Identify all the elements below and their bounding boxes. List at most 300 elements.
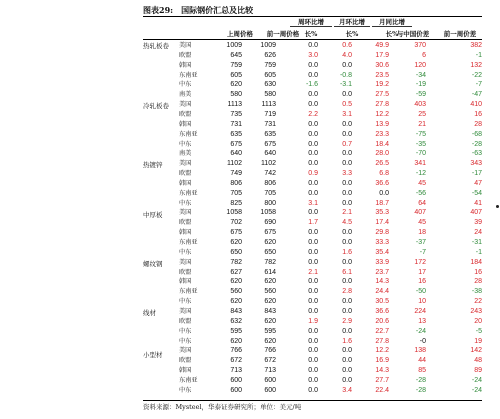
region-cell: 欧盟 <box>179 357 192 365</box>
value-cell-c2: 635 <box>264 130 276 138</box>
value-cell-c1: 620 <box>230 298 242 306</box>
value-cell-c4: 0.0 <box>342 179 352 187</box>
value-cell-c4: 0.0 <box>342 199 352 207</box>
value-cell-c2: 620 <box>264 298 276 306</box>
value-cell-c6: -28 <box>415 386 426 394</box>
value-cell-c7: 39 <box>474 219 482 227</box>
value-cell-c7: 382 <box>470 42 482 49</box>
value-cell-c5: 35.4 <box>375 248 389 256</box>
value-cell-c4: 3.4 <box>342 386 352 394</box>
bottom-rule <box>143 400 482 401</box>
region-cell: 欧盟 <box>179 110 192 118</box>
value-cell-c1: 600 <box>230 376 242 384</box>
value-cell-c5: 13.9 <box>375 120 389 128</box>
value-cell-c3: -1.6 <box>305 81 318 89</box>
table-title <box>143 5 253 16</box>
value-cell-c5: 12.2 <box>375 347 389 355</box>
header-mom-sub: 长% <box>345 30 359 38</box>
value-cell-c3: 0.0 <box>308 278 318 286</box>
region-cell: 美国 <box>179 347 192 355</box>
value-cell-c5: 6.8 <box>379 170 389 178</box>
value-cell-c5: 33.3 <box>375 239 389 246</box>
value-cell-c5: 26.5 <box>375 160 389 168</box>
value-cell-c7: 407 <box>470 209 482 217</box>
value-cell-c1: 713 <box>230 367 242 375</box>
value-cell-c4: 0.0 <box>342 307 352 315</box>
value-cell-c1: 605 <box>230 71 242 79</box>
value-cell-c3: 0.0 <box>308 307 318 315</box>
value-cell-c3: 0.0 <box>308 91 318 99</box>
value-cell-c4: 2.1 <box>342 209 352 217</box>
value-cell-c5: 0.0 <box>379 189 389 197</box>
value-cell-c6: -75 <box>415 130 426 138</box>
value-cell-c4: 0.0 <box>342 61 352 69</box>
value-cell-c1: 782 <box>230 258 242 266</box>
region-cell: 欧盟 <box>179 268 192 276</box>
category-rebar: 螺纹钢 <box>143 260 163 268</box>
value-cell-c2: 759 <box>264 61 276 69</box>
value-cell-c2: 742 <box>264 170 276 178</box>
value-cell-c5: 27.5 <box>375 91 389 99</box>
value-cell-c1: 702 <box>230 219 242 227</box>
value-cell-c5: 27.8 <box>375 337 389 345</box>
value-cell-c2: 672 <box>264 357 276 365</box>
value-cell-c6: -19 <box>415 81 426 89</box>
value-cell-c3: 0.0 <box>308 120 318 128</box>
value-cell-c1: 620 <box>230 278 242 286</box>
value-cell-c2: 595 <box>264 327 276 335</box>
value-cell-c2: 560 <box>264 288 276 296</box>
value-cell-c5: 30.5 <box>375 298 389 306</box>
top-rule <box>143 16 482 17</box>
value-cell-c4: -0.8 <box>339 71 352 79</box>
value-cell-c2: 1113 <box>261 101 276 109</box>
region-cell: 中东 <box>179 81 192 89</box>
value-cell-c6: -0 <box>419 337 426 345</box>
value-cell-c3: 2.1 <box>308 268 318 276</box>
value-cell-c3: 3.1 <box>308 199 318 207</box>
value-cell-c5: 19.2 <box>375 81 389 89</box>
value-cell-c3: 0.0 <box>308 367 318 375</box>
value-cell-c3: 0.0 <box>308 229 318 237</box>
value-cell-c2: 1009 <box>260 42 276 49</box>
value-cell-c2: 719 <box>264 110 276 118</box>
value-cell-c4: 0.0 <box>342 91 352 99</box>
value-cell-c2: 650 <box>264 248 276 256</box>
value-cell-c6: 44 <box>418 357 426 365</box>
value-cell-c5: 16.9 <box>375 357 389 365</box>
value-cell-c2: 731 <box>264 120 276 128</box>
value-cell-c2: 580 <box>264 91 276 99</box>
value-cell-c4: 0.0 <box>342 278 352 286</box>
value-cell-c2: 705 <box>264 189 276 197</box>
value-cell-c5: 14.3 <box>375 367 389 375</box>
value-cell-c6: 224 <box>414 307 426 315</box>
value-cell-c2: 1058 <box>260 209 276 217</box>
value-cell-c7: -38 <box>471 288 482 296</box>
value-cell-c7: -1 <box>475 248 482 256</box>
region-cell: 中东 <box>179 386 192 394</box>
value-cell-c1: 595 <box>230 327 242 335</box>
region-cell: 中东 <box>179 199 192 207</box>
value-cell-c6: 120 <box>414 61 426 69</box>
value-cell-c2: 675 <box>264 140 276 148</box>
value-cell-c4: 2.9 <box>342 317 352 325</box>
header-yoy: 月同比增 <box>372 18 412 27</box>
value-cell-c7: 19 <box>474 337 482 345</box>
value-cell-c5: 20.6 <box>375 317 389 325</box>
value-cell-c6: 45 <box>418 179 426 187</box>
value-cell-c7: 16 <box>474 268 482 276</box>
value-cell-c7: 47 <box>474 179 482 187</box>
category-galvanized: 热镀锌 <box>143 161 163 169</box>
value-cell-c3: 2.2 <box>308 110 318 118</box>
value-cell-c4: 0.0 <box>342 229 352 237</box>
value-cell-c5: 24.4 <box>375 288 389 296</box>
value-cell-c1: 672 <box>230 357 242 365</box>
value-cell-c2: 782 <box>264 258 276 266</box>
value-cell-c7: -28 <box>471 140 482 148</box>
value-cell-c1: 600 <box>230 386 242 394</box>
value-cell-c2: 630 <box>264 81 276 89</box>
value-cell-c6: 21 <box>418 120 426 128</box>
value-cell-c6: 403 <box>414 101 426 109</box>
value-cell-c2: 800 <box>264 199 276 207</box>
value-cell-c7: 24 <box>474 229 482 237</box>
value-cell-c5: 23.7 <box>375 268 389 276</box>
value-cell-c6: -7 <box>419 248 426 256</box>
region-cell: 中东 <box>179 248 192 256</box>
value-cell-c4: -3.1 <box>339 81 352 89</box>
value-cell-c7: -1 <box>475 51 482 59</box>
value-cell-c2: 605 <box>264 71 276 79</box>
value-cell-c1: 1102 <box>226 160 242 168</box>
value-cell-c6: -28 <box>415 376 426 384</box>
value-cell-c2: 600 <box>264 376 276 384</box>
value-cell-c1: 749 <box>230 170 242 178</box>
value-cell-c3: 0.0 <box>308 327 318 335</box>
region-cell: 美国 <box>179 307 192 315</box>
value-cell-c5: 30.6 <box>375 61 389 69</box>
value-cell-c6: -59 <box>415 91 426 99</box>
value-cell-c4: 0.0 <box>342 367 352 375</box>
value-cell-c7: -54 <box>471 189 482 197</box>
region-cell: 韩国 <box>179 278 192 286</box>
value-cell-c2: 626 <box>264 51 276 59</box>
value-cell-c2: 843 <box>264 307 276 315</box>
value-cell-c1: 675 <box>230 229 242 237</box>
value-cell-c3: 0.0 <box>308 71 318 79</box>
value-cell-c5: 22.7 <box>375 327 389 335</box>
value-cell-c4: 0.0 <box>342 376 352 384</box>
region-cell: 韩国 <box>179 367 192 375</box>
value-cell-c6: -24 <box>415 327 426 335</box>
value-cell-c7: -24 <box>471 386 482 394</box>
value-cell-c2: 620 <box>264 239 276 246</box>
value-cell-c6: 407 <box>414 209 426 217</box>
region-cell: 韩国 <box>179 229 192 237</box>
value-cell-c5: 29.8 <box>375 229 389 237</box>
value-cell-c7: 184 <box>470 258 482 266</box>
region-cell: 中东 <box>179 140 192 148</box>
value-cell-c6: -37 <box>415 239 426 246</box>
value-cell-c5: 33.9 <box>375 258 389 266</box>
bullet-dot <box>496 205 499 208</box>
value-cell-c1: 735 <box>230 110 242 118</box>
header-wow-sub: 长% <box>304 30 318 38</box>
value-cell-c4: 0.7 <box>342 140 352 148</box>
value-cell-c4: 0.6 <box>342 42 352 49</box>
region-cell: 欧盟 <box>179 170 192 178</box>
value-cell-c4: 4.0 <box>342 51 352 59</box>
value-cell-c5: 17.4 <box>375 219 389 227</box>
value-cell-c1: 627 <box>230 268 242 276</box>
value-cell-c6: -70 <box>415 150 426 158</box>
category-cold-rolled: 冷轧板卷 <box>143 102 169 110</box>
category-section: 小型材 <box>143 351 163 359</box>
value-cell-c2: 614 <box>264 268 276 276</box>
value-cell-c1: 1058 <box>226 209 242 217</box>
value-cell-c5: 22.4 <box>375 386 389 394</box>
value-cell-c7: -24 <box>471 376 482 384</box>
value-cell-c2: 690 <box>264 219 276 227</box>
figure-title: 国际钢价汇总及比较 <box>181 5 254 15</box>
value-cell-c4: 0.0 <box>342 357 352 365</box>
value-cell-c6: -56 <box>415 189 426 197</box>
value-cell-c5: 35.3 <box>375 209 389 217</box>
value-cell-c1: 635 <box>230 130 242 138</box>
value-cell-c3: 3.0 <box>308 51 318 59</box>
value-cell-c4: 0.0 <box>342 130 352 138</box>
value-cell-c7: 20 <box>474 317 482 325</box>
value-cell-c5: 49.9 <box>375 42 389 49</box>
value-cell-c6: -50 <box>415 288 426 296</box>
value-cell-c6: 370 <box>414 42 426 49</box>
value-cell-c7: -5 <box>475 327 482 335</box>
value-cell-c7: 132 <box>470 61 482 69</box>
value-cell-c3: 0.0 <box>308 258 318 266</box>
value-cell-c3: 0.0 <box>308 179 318 187</box>
value-cell-c4: 0.0 <box>342 258 352 266</box>
header-prev-week: 前一周价格 <box>266 30 300 38</box>
value-cell-c6: 10 <box>418 298 426 306</box>
value-cell-c3: 1.9 <box>308 317 318 325</box>
value-cell-c2: 1102 <box>260 160 276 168</box>
value-cell-c6: 172 <box>414 258 426 266</box>
value-cell-c3: 0.0 <box>308 288 318 296</box>
value-cell-c2: 713 <box>264 367 276 375</box>
value-cell-c3: 0.9 <box>308 170 318 178</box>
region-cell: 韩国 <box>179 179 192 187</box>
value-cell-c5: 23.3 <box>375 130 389 138</box>
value-cell-c6: 17 <box>418 268 426 276</box>
value-cell-c7: -31 <box>471 239 482 246</box>
region-cell: 欧盟 <box>179 51 192 59</box>
region-cell: 欧盟 <box>179 317 192 325</box>
value-cell-c5: 18.7 <box>375 199 389 207</box>
value-cell-c3: 0.0 <box>308 189 318 197</box>
value-cell-c7: -68 <box>471 130 482 138</box>
value-cell-c4: 3.3 <box>342 170 352 178</box>
value-cell-c5: 12.2 <box>375 110 389 118</box>
value-cell-c2: 620 <box>264 317 276 325</box>
value-cell-c3: 0.0 <box>308 337 318 345</box>
region-cell: 东南亚 <box>179 130 198 138</box>
value-cell-c5: 17.9 <box>375 51 389 59</box>
value-cell-c3: 0.0 <box>308 209 318 217</box>
region-cell: 东南亚 <box>179 288 198 296</box>
value-cell-c1: 560 <box>230 288 242 296</box>
value-cell-c4: 0.5 <box>342 101 352 109</box>
region-cell: 南美 <box>179 150 192 158</box>
value-cell-c1: 806 <box>230 179 242 187</box>
value-cell-c7: -63 <box>471 150 482 158</box>
value-cell-c7: -7 <box>475 81 482 89</box>
value-cell-c3: 0.0 <box>308 376 318 384</box>
region-cell: 美国 <box>179 160 192 168</box>
region-cell: 中东 <box>179 298 192 306</box>
value-cell-c4: 0.0 <box>342 160 352 168</box>
figure-number: 图表29: <box>143 5 174 15</box>
value-cell-c5: 18.4 <box>375 140 389 148</box>
value-cell-c4: 1.6 <box>342 337 352 345</box>
value-cell-c4: 0.0 <box>342 239 352 246</box>
region-cell: 韩国 <box>179 120 192 128</box>
value-cell-c1: 1009 <box>226 42 242 49</box>
value-cell-c6: -35 <box>415 140 426 148</box>
header-prev-vs-china: 前一周价差 <box>443 30 477 38</box>
value-cell-c7: 343 <box>470 160 482 168</box>
value-cell-c6: -12 <box>415 170 426 178</box>
value-cell-c1: 580 <box>230 91 242 99</box>
value-cell-c6: 18 <box>418 229 426 237</box>
value-cell-c1: 620 <box>230 239 242 246</box>
category-hot-rolled: 热轧板卷 <box>143 42 169 50</box>
value-cell-c2: 620 <box>264 337 276 345</box>
value-cell-c2: 675 <box>264 229 276 237</box>
value-cell-c7: -22 <box>471 71 482 79</box>
value-cell-c4: 0.0 <box>342 327 352 335</box>
value-cell-c1: 759 <box>230 61 242 69</box>
value-cell-c4: 4.5 <box>342 219 352 227</box>
value-cell-c6: -34 <box>415 71 426 79</box>
value-cell-c7: 89 <box>474 367 482 375</box>
value-cell-c1: 632 <box>230 317 242 325</box>
value-cell-c2: 806 <box>264 179 276 187</box>
value-cell-c2: 766 <box>264 347 276 355</box>
value-cell-c2: 600 <box>264 386 276 394</box>
value-cell-c1: 620 <box>230 81 242 89</box>
value-cell-c4: 3.1 <box>342 110 352 118</box>
value-cell-c1: 620 <box>230 337 242 345</box>
value-cell-c5: 14.3 <box>375 278 389 286</box>
value-cell-c7: 243 <box>470 307 482 315</box>
value-cell-c4: 0.0 <box>342 189 352 197</box>
value-cell-c7: 41 <box>474 199 482 207</box>
value-cell-c4: 1.6 <box>342 248 352 256</box>
value-cell-c3: 0.0 <box>308 61 318 69</box>
region-cell: 东南亚 <box>179 189 198 197</box>
value-cell-c3: 0.0 <box>308 150 318 158</box>
value-cell-c2: 620 <box>264 278 276 286</box>
value-cell-c1: 843 <box>230 307 242 315</box>
value-cell-c3: 0.0 <box>308 42 318 49</box>
value-cell-c6: 25 <box>418 110 426 118</box>
value-cell-c7: 28 <box>474 278 482 286</box>
value-cell-c6: 16 <box>418 278 426 286</box>
value-cell-c5: 23.5 <box>375 71 389 79</box>
value-cell-c1: 1113 <box>227 101 242 109</box>
value-cell-c1: 650 <box>230 248 242 256</box>
value-cell-c4: 0.0 <box>342 120 352 128</box>
region-cell: 韩国 <box>179 61 192 69</box>
value-cell-c6: 45 <box>418 219 426 227</box>
value-cell-c5: 27.7 <box>375 376 389 384</box>
region-cell: 东南亚 <box>179 376 198 384</box>
value-cell-c6: 138 <box>414 347 426 355</box>
value-cell-c1: 705 <box>230 189 242 197</box>
value-cell-c6: 6 <box>422 51 426 59</box>
category-plate: 中厚板 <box>143 211 163 219</box>
header-yoy-sub: 长% <box>385 30 399 38</box>
header-vs-china: 与中国价差 <box>396 30 430 38</box>
region-cell: 南美 <box>179 91 192 99</box>
value-cell-c7: 410 <box>470 101 482 109</box>
value-cell-c3: 0.0 <box>308 140 318 148</box>
value-cell-c3: 0.0 <box>308 386 318 394</box>
value-cell-c3: 0.0 <box>308 298 318 306</box>
value-cell-c5: 36.6 <box>375 307 389 315</box>
value-cell-c1: 675 <box>230 140 242 148</box>
source-note: 资料来源：Mysteel，华泰证券研究所；单位：美元/吨 <box>143 403 302 411</box>
region-cell: 美国 <box>179 258 192 266</box>
value-cell-c1: 825 <box>230 199 242 207</box>
value-cell-c6: 13 <box>418 317 426 325</box>
value-cell-c5: 36.6 <box>375 179 389 187</box>
value-cell-c5: 27.8 <box>375 101 389 109</box>
value-cell-c3: 0.0 <box>308 160 318 168</box>
value-cell-c6: 341 <box>414 160 426 168</box>
table-row <box>0 385 500 396</box>
region-cell: 美国 <box>179 42 192 49</box>
value-cell-c3: 0.0 <box>308 357 318 365</box>
value-cell-c3: 0.0 <box>308 248 318 256</box>
value-cell-c1: 731 <box>230 120 242 128</box>
category-wire-rod: 线材 <box>143 309 156 317</box>
value-cell-c7: 142 <box>470 347 482 355</box>
value-cell-c3: 0.0 <box>308 130 318 138</box>
value-cell-c3: 0.0 <box>308 347 318 355</box>
header-mom: 月环比增 <box>334 18 370 27</box>
value-cell-c4: 2.8 <box>342 288 352 296</box>
value-cell-c1: 766 <box>230 347 242 355</box>
value-cell-c3: 0.0 <box>308 101 318 109</box>
value-cell-c7: 16 <box>474 110 482 118</box>
value-cell-c7: -47 <box>471 91 482 99</box>
region-cell: 中东 <box>179 337 192 345</box>
region-cell: 美国 <box>179 209 192 217</box>
value-cell-c3: 1.7 <box>308 219 318 227</box>
value-cell-c2: 640 <box>264 150 276 158</box>
value-cell-c5: 28.0 <box>375 150 389 158</box>
value-cell-c4: 6.1 <box>342 268 352 276</box>
header-wow: 周环比增 <box>290 18 332 27</box>
value-cell-c4: 0.0 <box>342 298 352 306</box>
region-cell: 欧盟 <box>179 219 192 227</box>
value-cell-c7: -17 <box>471 170 482 178</box>
value-cell-c6: 85 <box>418 367 426 375</box>
value-cell-c4: 0.0 <box>342 150 352 158</box>
